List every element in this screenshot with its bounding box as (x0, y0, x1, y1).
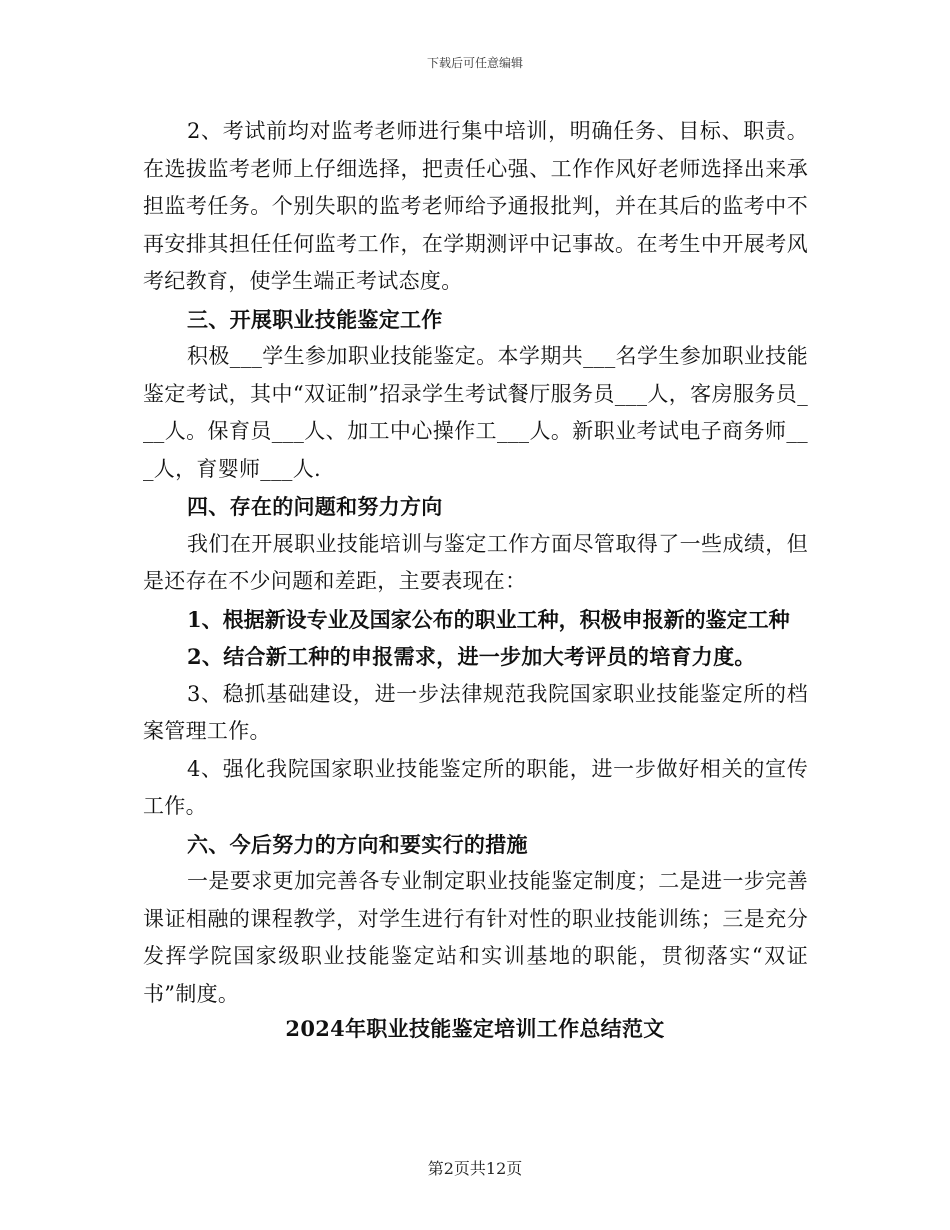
paragraph-problems-intro: 我们在开展职业技能培训与鉴定工作方面尽管取得了一些成绩，但是还存在不少问题和差距，主要表现在： (143, 531, 808, 593)
paragraph-measures: 一是要求更加完善各专业制定职业技能鉴定制度；二是进一步完善课证相融的课程教学，对学生进行有针对性的职业技能训练；三是充分发挥学院国家级职业技能鉴定站和实训基地的职能，贯彻落实“双证书”制度。 (143, 869, 808, 1006)
list-item-2: 2、结合新工种的申报需求，进一步加大考评员的培育力度。 (187, 644, 756, 669)
list-item-1: 1、根据新设专业及国家公布的职业工种，积极申报新的鉴定工种 (187, 606, 790, 632)
paragraph-skill-appraisal: 积极___学生参加职业技能鉴定。本学期共___名学生参加职业技能鉴定考试，其中“双证制”招录学生考试餐厅服务员___人，客房服务员___人。保育员___人、加工中心操作工___人。新职业考试电子商务师___人，育婴师___人. (143, 344, 808, 481)
page-footer: 第2页共12页 (427, 1159, 523, 1178)
page-header: 下载后可任意编辑 (426, 56, 523, 70)
document-title: 2024年职业技能鉴定培训工作总结范文 (285, 1016, 665, 1041)
paragraph-exam-training: 2、考试前均对监考老师进行集中培训，明确任务、目标、职责。在选拔监考老师上仔细选择，把责任心强、工作作风好老师选择出来承担监考任务。个别失职的监考老师给予通报批判，并在其后的监考中不再安排其担任任何监考工作，在学期测评中记事故。在考生中开展考风考纪教育，使学生端正考试态度。 (143, 119, 808, 293)
list-item-3: 3、稳抓基础建设，进一步法律规范我院国家职业技能鉴定所的档案管理工作。 (143, 681, 808, 743)
section-heading-6: 六、今后努力的方向和要实行的措施 (187, 831, 528, 857)
list-item-4: 4、强化我院国家职业技能鉴定所的职能，进一步做好相关的宣传工作。 (143, 756, 808, 818)
section-heading-4: 四、存在的问题和努力方向 (187, 494, 443, 519)
section-heading-3: 三、开展职业技能鉴定工作 (187, 306, 443, 332)
document-body (143, 113, 808, 1013)
